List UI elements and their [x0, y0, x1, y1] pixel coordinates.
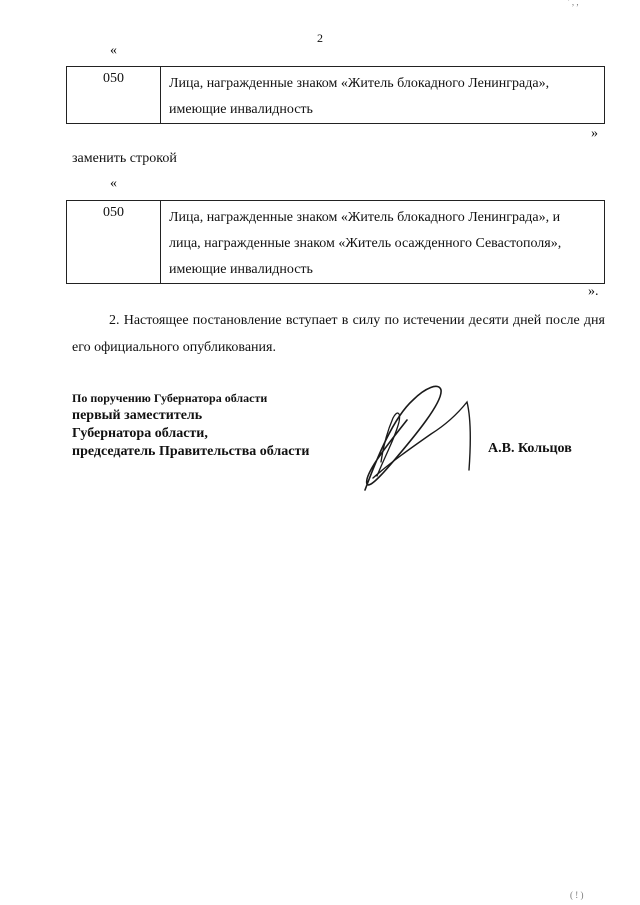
table-row — [67, 67, 605, 124]
signature-line-2: первый заместитель — [72, 408, 203, 423]
new-row-line-2: лица, награжденные знаком «Житель осажденного Севастополя», — [169, 236, 562, 251]
new-row-description — [161, 201, 605, 284]
signature-line-1: По поручению Губернатора области — [72, 391, 268, 405]
closing-quote-old: » — [591, 126, 598, 141]
signature-line-3: Губернатора области, — [72, 426, 208, 441]
closing-quote-new: ». — [588, 284, 599, 299]
opening-quote-new: « — [110, 176, 117, 191]
corner-mark-bottom: ( ! ) — [570, 890, 584, 900]
new-row-line-3: имеющие инвалидность — [169, 262, 313, 277]
handwritten-signature — [355, 378, 490, 496]
new-row-code: 050 — [67, 201, 161, 284]
old-row-line-1: Лица, награжденные знаком «Житель блокадного Ленинграда», — [169, 76, 550, 91]
new-row-table — [66, 200, 605, 284]
paragraph-2: 2. Настоящее постановление вступает в силу по истечении десяти дней после дня его официального опубликования. — [72, 313, 605, 355]
old-row-table — [66, 66, 605, 124]
signature-block — [72, 389, 309, 461]
old-row-description — [161, 67, 605, 124]
corner-mark-top: ' , , — [568, 0, 579, 7]
old-row-code: 050 — [67, 67, 161, 124]
signature-line-4: председатель Правительства области — [72, 444, 310, 459]
page-number: 2 — [317, 31, 323, 45]
new-row-line-1: Лица, награжденные знаком «Житель блокадного Ленинграда», и — [169, 210, 561, 225]
replace-instruction: заменить строкой — [72, 151, 177, 166]
signer-name: А.В. Кольцов — [488, 441, 572, 456]
opening-quote-old: « — [110, 43, 117, 58]
old-row-line-2: имеющие инвалидность — [169, 102, 313, 117]
table-row — [67, 201, 605, 284]
